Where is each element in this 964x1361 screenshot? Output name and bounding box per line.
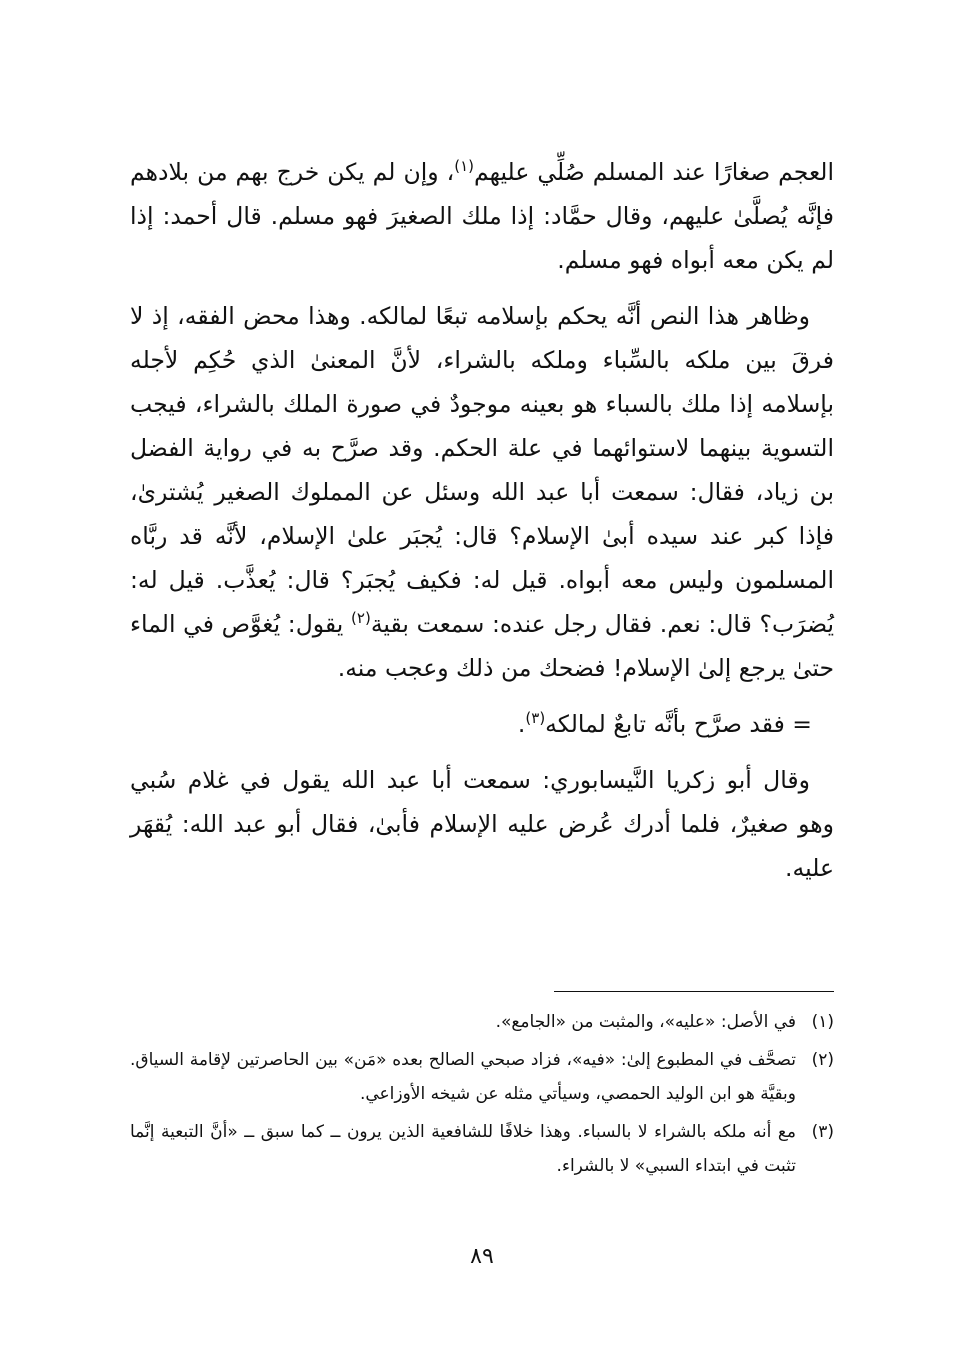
footnote-ref-3[interactable]: (٣) [525,709,546,728]
paragraph-2-part-a: وظاهر هذا النص أنَّه يحكم بإسلامه تبعًا لمالكه. وهذا محض الفقه، إذ لا فرقَ بين ملكه بالسِّباء وملكه بالشراء، لأنَّ المعنىٰ الذي حُكِم لأجله بإسلامه إذا ملك بالسباء هو بعينه موجودٌ في صورة الملك بالشراء، فيجب التسوية بينهما لاستوائهما في علة الحكم. وقد صرَّح به في رواية الفضل بن زياد، فقال: سمعت أبا عبد الله وسئل عن المملوك الصغير يُشترىٰ، فإذا كبر عند سيده أبىٰ الإسلام؟ قال: يُجبَر علىٰ الإسلام، لأنَّه قد ربَّاه المسلمون وليس معه أبواه. قيل له: فكيف يُجبَر؟ قال: يُعذَّب. قيل له: يُضرَب؟ قال: نعم. فقال رجل عنده: سمعت بقية [130,302,834,638]
paragraph-2-part-b: يقول: يُغوَّص في الماء حتىٰ يرجع إلىٰ الإسلام! فضحك من ذلك وعجب منه. [130,610,834,682]
footnote-divider [554,991,834,992]
footnote-number: (١) [811,1012,834,1032]
paragraph-1 [130,150,834,282]
footnote-text: تصحَّف في المطبوع إلىٰ: «فيه»، فزاد صبحي الصالح بعده «مَن» بين الحاصرتين لإقامة السياق. وبقيَّة هو ابن الوليد الحمصي، وسيأتي مثله عن شيخه الأوزاعي. [130,1050,796,1104]
paragraph-3-part-b: . [517,710,526,738]
paragraph-4 [130,758,834,890]
paragraph-1-part-b: ، وإن لم يكن خرج بهم من بلادهم فإنَّه يُصلَّىٰ عليهم، وقال حمَّاد: إذا ملك الصغيرَ فهو مسلم. قال أحمد: إذا لم يكن معه أبواه فهو مسلم. [130,158,834,274]
footnote-text: مع أنه ملكه بالشراء لا بالسباء. وهذا خلافًا للشافعية الذين يرون ــ كما سبق ــ «أنَّ التبعية إنَّما تثبت في ابتداء السبي» لا بالشراء. [130,1122,796,1176]
footnote-text: في الأصل: «عليه»، والمثبت من «الجامع». [495,1012,796,1032]
footnote-ref-1[interactable]: (١) [454,157,474,176]
paragraph-3 [130,702,812,746]
page-number: ٨٩ [470,1244,494,1269]
main-text [130,150,834,902]
paragraph-2 [130,294,834,690]
footnotes [130,1005,834,1187]
paragraph-3-part-a: = فقد صرَّح بأنَّه تابعٌ لمالكه [545,710,812,738]
footnote-ref-2[interactable]: (٢) [351,609,371,628]
footnote-number: (٣) [811,1122,834,1142]
footnote-2 [130,1043,834,1111]
footnote-3 [130,1115,834,1183]
paragraph-4-text: وقال أبو زكريا النَّيسابوري: سمعت أبا عبد الله يقول في غلام سُبي وهو صغيرٌ، فلما أدرك عُرض عليه الإسلام فأبىٰ، فقال أبو عبد الله: يُقهَر عليه. [130,766,834,882]
footnote-1 [130,1005,834,1039]
paragraph-1-part-a: العجم صغارًا عند المسلم صُلِّي عليهم [473,158,834,186]
footnote-number: (٢) [811,1050,834,1070]
